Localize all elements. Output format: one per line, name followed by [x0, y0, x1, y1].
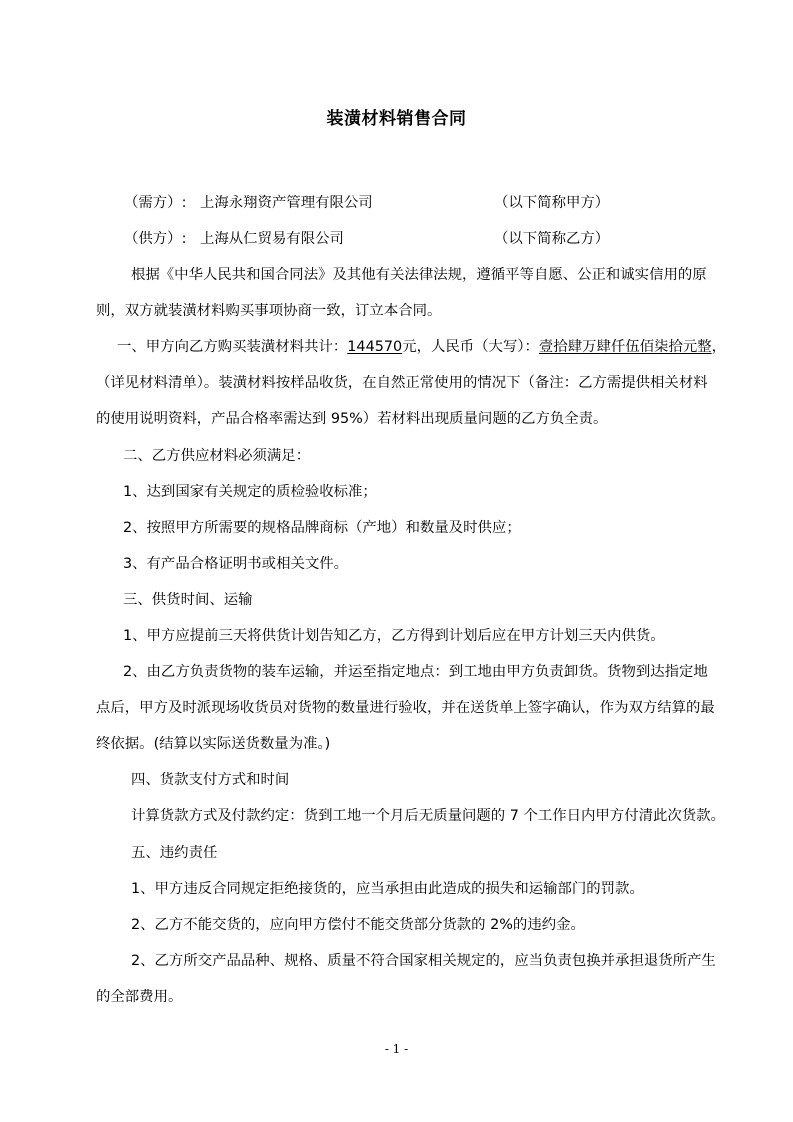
- preamble-line-1: 根据《中华人民共和国合同法》及其他有关法律法规，遵循平等自愿、公正和诚实信用的原: [131, 267, 707, 283]
- buyer-role: （需方）:: [124, 195, 187, 211]
- clause1-amount: 144570: [347, 339, 403, 355]
- clause1-line-1: [117, 337, 726, 357]
- clause3-item-2-line-2: 点后，甲方及时派现场收货员对货物的数量进行验收，并在送货单上签字确认，作为双方结算的最: [96, 700, 715, 716]
- clause3-item-2-line-3: 终依据。(结算以实际送货数量为准。): [96, 736, 331, 752]
- clause3-item-2-line-1: 2、由乙方负责货物的装车运输，并运至指定地点：到工地由甲方负责卸货。货物到达指定地: [123, 664, 708, 680]
- clause5-item-1: 1、甲方违反合同规定拒绝接货的，应当承担由此造成的损失和运输部门的罚款。: [131, 881, 644, 897]
- clause2-item-1: 1、达到国家有关规定的质检验收标准；: [123, 484, 377, 500]
- page-number: - 1 -: [384, 1042, 409, 1056]
- clause1-line-2: （详见材料清单）。装潢材料按样品收货，在自然正常使用的情况下（备注：乙方需提供相关材料: [96, 375, 708, 391]
- seller-role: （供方）:: [124, 231, 187, 247]
- buyer-name: 上海永翔资产管理有限公司: [200, 195, 373, 211]
- clause5-item-2: 2、乙方不能交货的，应向甲方偿付不能交货部分货款的 2%的违约金。: [131, 917, 585, 933]
- buyer-alias: （以下简称甲方）: [494, 195, 610, 211]
- clause2-item-3: 3、有产品合格证明书或相关文件。: [123, 556, 349, 572]
- seller-alias: （以下简称乙方）: [494, 231, 610, 247]
- document-title: 装潢材料销售合同: [326, 109, 467, 129]
- clause4-text: 计算货款方式及付款约定：货到工地一个月后无质量问题的 7 个工作日内甲方付清此次货款。: [131, 808, 725, 824]
- clause3-heading: 三、供货时间、运输: [123, 592, 253, 608]
- clause4-heading: 四、货款支付方式和时间: [131, 772, 290, 788]
- preamble-line-2: 则，双方就装潢材料购买事项协商一致，订立本合同。: [96, 303, 442, 319]
- clause1-prefix: 一、甲方向乙方购买装潢材料共计：: [117, 339, 348, 355]
- clause1-amount-words: 壹拾肆万肆仟伍佰柒拾元整: [538, 339, 712, 355]
- clause5-item-3-line-2: 的全部费用。: [96, 989, 183, 1005]
- clause2-item-2: 2、按照甲方所需要的规格品牌商标（产地）和数量及时供应；: [123, 520, 521, 536]
- clause1-suffix: ，: [711, 339, 727, 355]
- seller-name: 上海从仁贸易有限公司: [200, 231, 344, 247]
- clause3-item-1: 1、甲方应提前三天将供货计划告知乙方，乙方得到计划后应在甲方计划三天内供货。: [123, 628, 665, 644]
- clause1-line-3: 的使用说明资料，产品合格率需达到 95%）若材料出现质量问题的乙方负全责。: [96, 411, 608, 427]
- clause2-heading: 二、乙方供应材料必须满足：: [123, 448, 311, 464]
- clause5-heading: 五、违约责任: [131, 845, 218, 861]
- clause5-item-3-line-1: 2、乙方所交产品品种、规格、质量不符合国家相关规定的，应当负责包换并承担退货所产生: [131, 953, 716, 969]
- clause1-middle: 元，人民币（大写）：: [402, 339, 539, 355]
